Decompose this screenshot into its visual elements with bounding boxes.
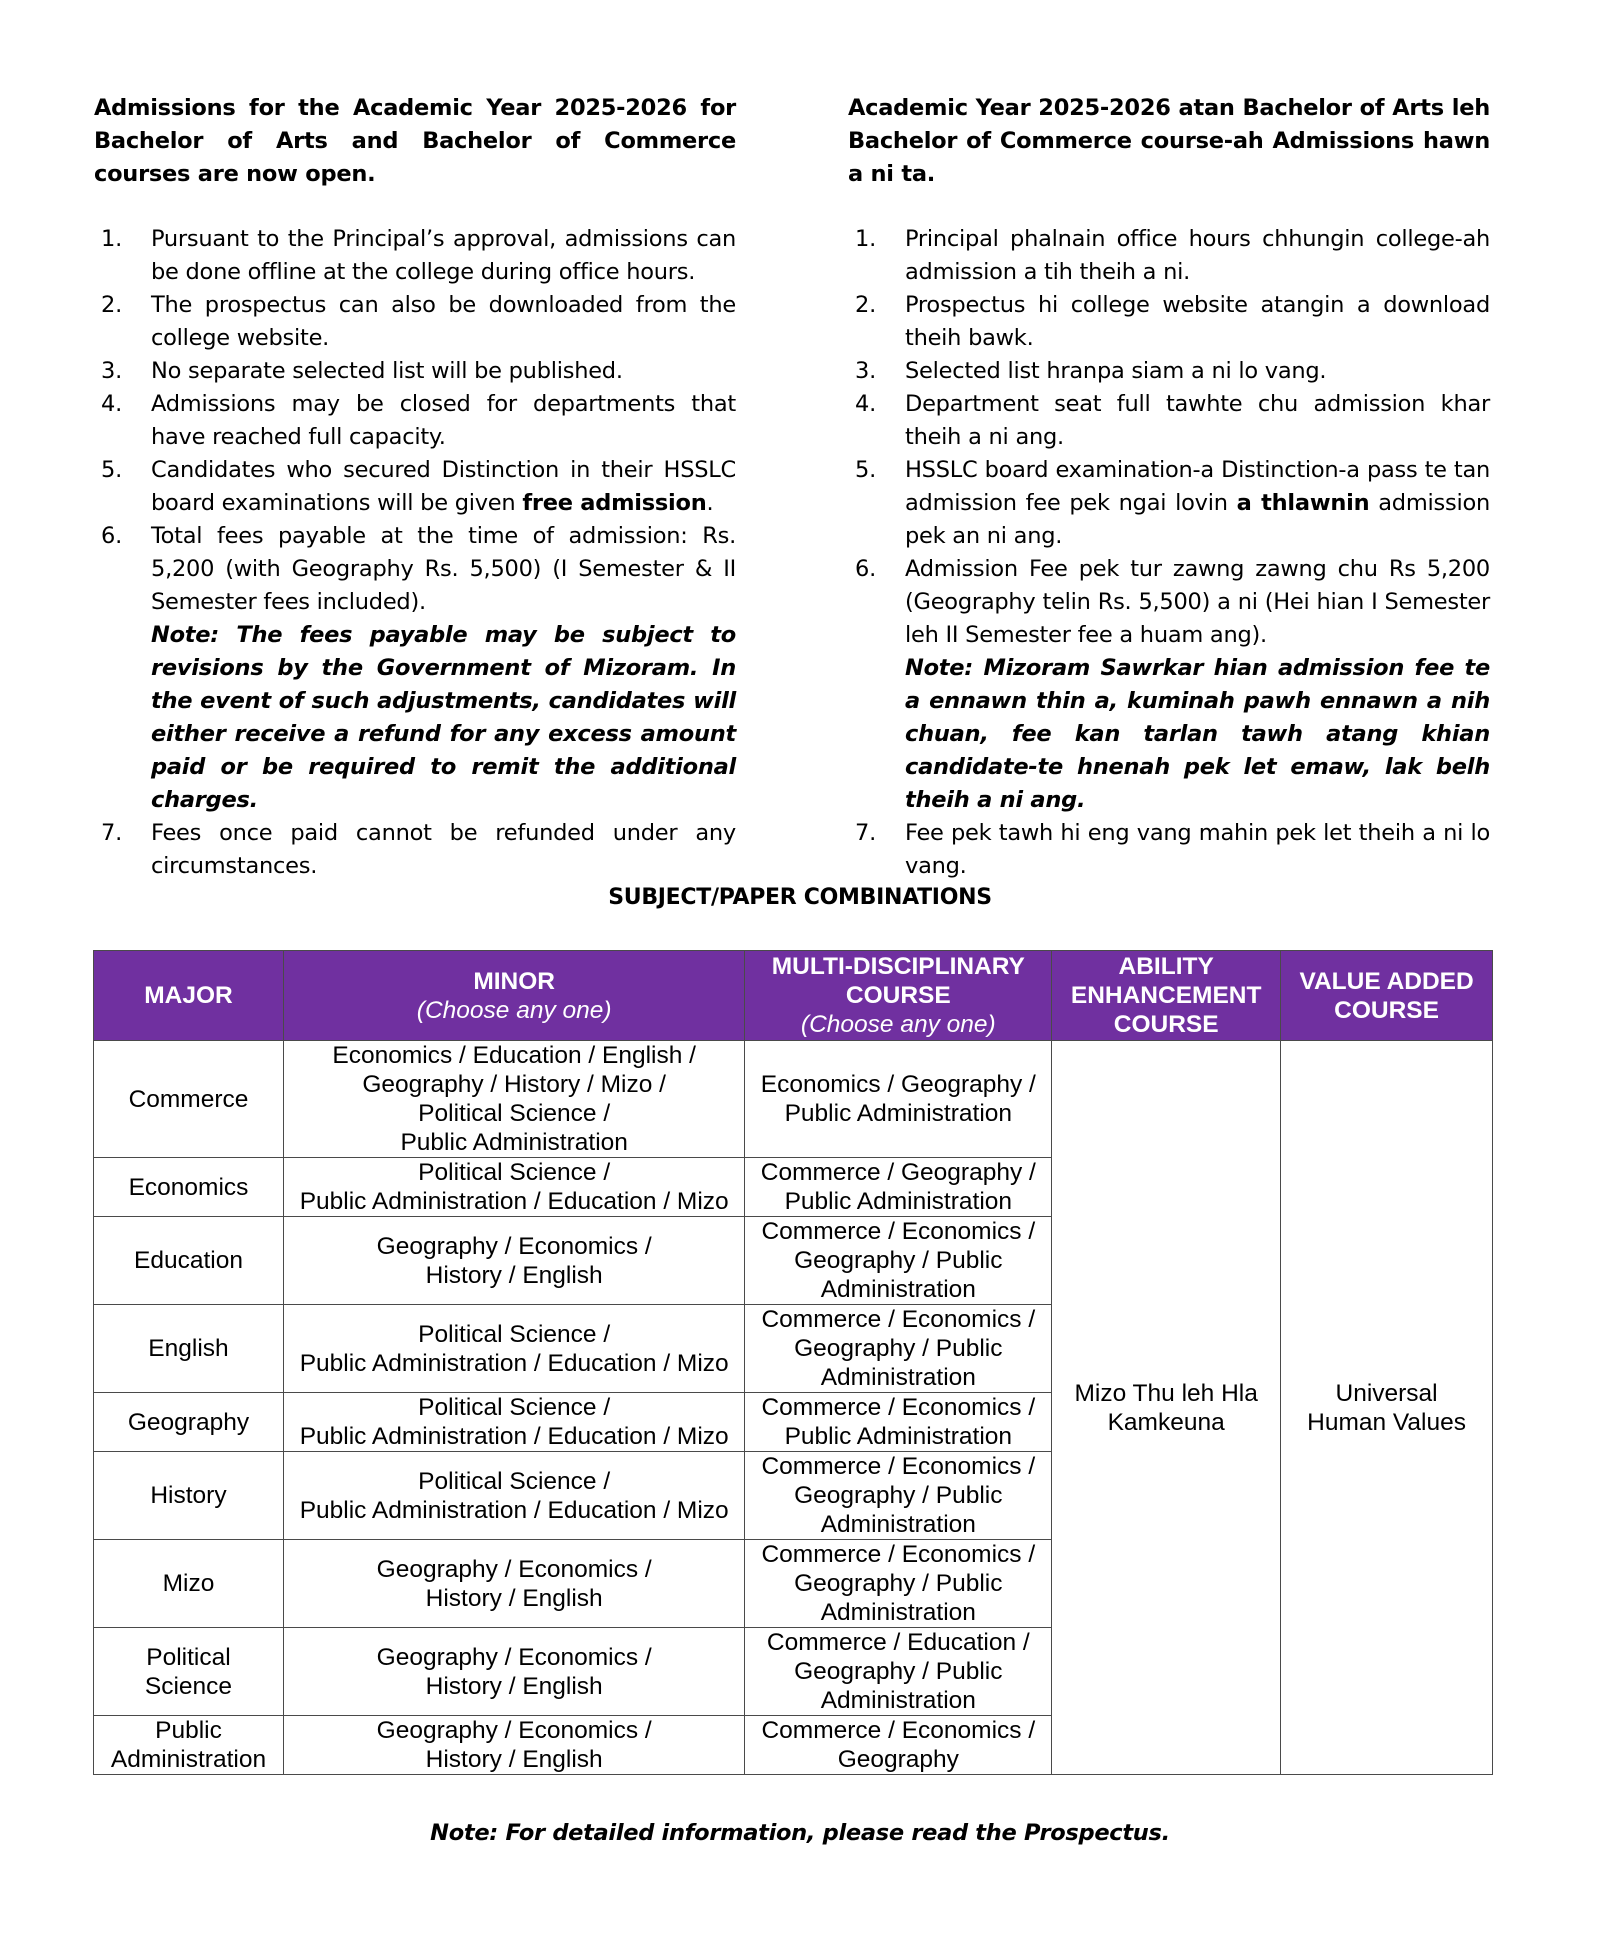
list-item xyxy=(94,223,736,289)
cell-line: Kamkeuna xyxy=(1107,1408,1225,1436)
major-cell xyxy=(94,1217,284,1305)
cell-line: Geography / Public xyxy=(794,1570,1003,1597)
cell-line: Public xyxy=(155,1717,222,1744)
item-number: 4. xyxy=(101,391,122,417)
item-number: 7. xyxy=(855,820,876,846)
cell-line: Commerce xyxy=(128,1085,249,1113)
cell-line: Public Administration / Education / Mizo xyxy=(299,1349,729,1377)
cell-line: History xyxy=(150,1482,227,1509)
minor-cell xyxy=(283,1540,744,1628)
cell-line: Human Values xyxy=(1307,1408,1467,1436)
multi-disciplinary-cell xyxy=(745,1452,1052,1540)
cell-line: Commerce / Economics / xyxy=(761,1717,1036,1744)
minor-cell xyxy=(283,1041,744,1158)
header-label: MULTI-DISCIPLINARY xyxy=(771,953,1025,980)
list-item xyxy=(848,388,1490,454)
cell-line: Political Science / xyxy=(418,1159,611,1186)
cell-line: Political Science / xyxy=(418,1320,611,1348)
list-item xyxy=(94,289,736,355)
cell-line: History / English xyxy=(425,1672,603,1700)
major-cell xyxy=(94,1716,284,1775)
item-text: Selected list hranpa siam a ni lo vang. xyxy=(905,358,1327,384)
list-item xyxy=(94,388,736,454)
cell-line: Public Administration / Education / Mizo xyxy=(299,1188,729,1215)
item-text-part: admission pek an ni ang. xyxy=(905,490,1490,549)
cell-line: Administration xyxy=(820,1511,976,1538)
cell-line: Commerce / Education / xyxy=(766,1629,1030,1656)
item-text-part: . xyxy=(706,490,714,516)
cell-line: English xyxy=(148,1335,229,1362)
major-cell xyxy=(94,1158,284,1217)
cell-line: Mizo Thu leh Hla xyxy=(1074,1379,1258,1407)
item-number: 5. xyxy=(101,457,122,483)
item-text: The prospectus can also be downloaded from the college website. xyxy=(151,292,736,351)
multi-disciplinary-cell xyxy=(745,1217,1052,1305)
cell-line: Public Administration / Education / Mizo xyxy=(299,1496,729,1524)
list-item xyxy=(848,289,1490,355)
cell-line: Science xyxy=(144,1672,233,1700)
header-label: ABILITY xyxy=(1118,953,1214,980)
free-admission-emphasis: free admission xyxy=(522,490,707,516)
header-subtitle: (Choose any one) xyxy=(416,996,612,1024)
cell-line: Commerce / Geography / xyxy=(760,1159,1036,1186)
mizo-list xyxy=(848,223,1490,883)
cell-line: Mizo xyxy=(162,1570,215,1597)
cell-line: Political Science / xyxy=(418,1394,611,1421)
cell-line: Geography / Public xyxy=(794,1658,1003,1685)
major-cell xyxy=(94,1628,284,1716)
cell-line: Geography / Public xyxy=(794,1247,1003,1274)
minor-cell xyxy=(283,1393,744,1452)
item-number: 6. xyxy=(101,523,122,549)
header-label: MAJOR xyxy=(144,982,233,1009)
footer-note: Note: For detailed information, please read the Prospectus. xyxy=(430,1820,1170,1846)
item-text: Pursuant to the Principal’s approval, admissions can be done offline at the college during office hours. xyxy=(151,226,736,285)
item-number: 7. xyxy=(101,820,122,846)
table-title: SUBJECT/PAPER COMBINATIONS xyxy=(608,885,992,910)
minor-cell xyxy=(283,1217,744,1305)
item-text-part: HSSLC board examination-a Distinction-a pass te tan admission fee pek ngai lovin xyxy=(905,457,1490,516)
item-number: 2. xyxy=(101,292,122,318)
multi-disciplinary-cell xyxy=(745,1305,1052,1393)
item-text: Admissions may be closed for departments that have reached full capacity. xyxy=(151,391,736,450)
list-item xyxy=(848,553,1490,817)
item-number: 4. xyxy=(855,391,876,417)
major-cell xyxy=(94,1452,284,1540)
item-text-part: Candidates who secured Distinction in their HSSLC board examinations will be given xyxy=(151,457,736,516)
item-number: 2. xyxy=(855,292,876,318)
list-item xyxy=(94,520,736,817)
multi-disciplinary-header xyxy=(745,951,1052,1041)
cell-line: Geography / Economics / xyxy=(376,1643,652,1671)
multi-disciplinary-cell xyxy=(745,1393,1052,1452)
item-number: 3. xyxy=(855,358,876,384)
multi-disciplinary-cell xyxy=(745,1716,1052,1775)
cell-line: Public Administration / Education / Mizo xyxy=(299,1423,729,1450)
cell-line: Education xyxy=(133,1247,243,1274)
cell-line: History / English xyxy=(425,1261,603,1289)
item-text: No separate selected list will be published. xyxy=(151,358,623,384)
multi-disciplinary-cell xyxy=(745,1540,1052,1628)
value-added-header xyxy=(1281,951,1493,1041)
table-row xyxy=(94,1041,1493,1158)
item-text xyxy=(905,454,1490,553)
major-cell xyxy=(94,1305,284,1393)
minor-header xyxy=(283,951,744,1041)
minor-cell xyxy=(283,1628,744,1716)
cell-line: Commerce / Economics / xyxy=(761,1453,1036,1480)
cell-line: Administration xyxy=(820,1364,976,1391)
list-item xyxy=(94,355,736,388)
cell-line: History / English xyxy=(425,1584,603,1612)
cell-line: Economics / Education / English / xyxy=(332,1042,696,1069)
header-label: VALUE ADDED xyxy=(1299,967,1474,995)
major-cell xyxy=(94,1393,284,1452)
item-text: Principal phalnain office hours chhungin college-ah admission a tih theih a ni. xyxy=(905,226,1490,285)
item-text: Fee pek tawh hi eng vang mahin pek let theih a ni lo vang. xyxy=(905,820,1490,879)
header-label: ENHANCEMENT xyxy=(1070,982,1262,1009)
minor-cell xyxy=(283,1158,744,1217)
item-number: 1. xyxy=(101,226,122,252)
subject-combinations-table xyxy=(93,950,1493,1775)
item-number: 3. xyxy=(101,358,122,384)
cell-line: Geography / History / Mizo / xyxy=(362,1071,666,1098)
list-item xyxy=(848,817,1490,883)
english-list xyxy=(94,223,736,883)
mizo-notice xyxy=(848,92,1490,883)
multi-disciplinary-cell xyxy=(745,1158,1052,1217)
header-label: COURSE xyxy=(1334,996,1439,1024)
value-added-cell xyxy=(1281,1041,1493,1775)
list-item xyxy=(94,817,736,883)
item-number: 6. xyxy=(855,556,876,582)
minor-cell xyxy=(283,1305,744,1393)
cell-line: Geography xyxy=(837,1746,959,1773)
list-item xyxy=(94,454,736,520)
item-text: Total fees payable at the time of admission: Rs. 5,200 (with Geography Rs. 5,500) (I Semester & II Semester fees included). xyxy=(151,523,736,615)
minor-cell xyxy=(283,1716,744,1775)
major-cell xyxy=(94,1540,284,1628)
cell-line: Economics xyxy=(128,1173,249,1201)
cell-line: Universal xyxy=(1335,1379,1438,1407)
cell-line: Administration xyxy=(820,1599,976,1626)
cell-line: Public Administration xyxy=(784,1100,1013,1127)
ability-enhancement-header xyxy=(1052,951,1281,1041)
major-cell xyxy=(94,1041,284,1158)
cell-line: Political xyxy=(146,1643,231,1671)
cell-line: Public Administration xyxy=(784,1188,1013,1215)
cell-line: Public Administration xyxy=(400,1129,628,1156)
item-text: Admission Fee pek tur zawng zawng chu Rs 5,200 (Geography telin Rs. 5,500) a ni (Hei hian I Semester leh II Semester fee a huam ang). xyxy=(905,556,1490,648)
item-text: Department seat full tawhte chu admission khar theih a ni ang. xyxy=(905,391,1490,450)
cell-line: Commerce / Economics / xyxy=(761,1306,1036,1333)
list-item xyxy=(848,454,1490,553)
cell-line: Commerce / Economics / xyxy=(761,1394,1036,1421)
minor-cell xyxy=(283,1452,744,1540)
cell-line: Commerce / Economics / xyxy=(761,1541,1036,1568)
item-text xyxy=(151,454,736,520)
english-heading: Admissions for the Academic Year 2025-2026 for Bachelor of Arts and Bachelor of Commerce courses are now open. xyxy=(94,95,736,187)
list-item xyxy=(848,223,1490,289)
fee-revision-note: Note: Mizoram Sawrkar hian admission fee te a ennawn thin a, kuminah pawh ennawn a nih chuan, fee kan tarlan tawh atang khian candidate-te hnenah pek let emaw, lak belh theih a ni ang. xyxy=(905,655,1490,813)
header-subtitle: (Choose any one) xyxy=(800,1011,996,1038)
fee-revision-note: Note: The fees payable may be subject to revisions by the Government of Mizoram. In the event of such adjustments, candidates will either receive a refund for any excess amount paid or be required to remit the additional charges. xyxy=(151,622,736,813)
free-admission-emphasis: a thlawnin xyxy=(1236,490,1370,516)
list-item xyxy=(848,355,1490,388)
cell-line: Administration xyxy=(110,1746,267,1773)
cell-line: History / English xyxy=(425,1746,603,1773)
header-label: COURSE xyxy=(845,982,951,1009)
multi-disciplinary-cell xyxy=(745,1628,1052,1716)
cell-line: Administration xyxy=(820,1687,976,1714)
item-number: 1. xyxy=(855,226,876,252)
item-text: Prospectus hi college website atangin a download theih bawk. xyxy=(905,292,1490,351)
cell-line: Geography / Economics / xyxy=(376,1555,652,1583)
cell-line: Economics / Geography / xyxy=(760,1071,1036,1098)
multi-disciplinary-cell xyxy=(745,1041,1052,1158)
cell-line: Geography / Public xyxy=(794,1335,1003,1362)
cell-line: Public Administration xyxy=(784,1423,1013,1450)
cell-line: Commerce / Economics / xyxy=(761,1218,1036,1245)
header-label: COURSE xyxy=(1113,1011,1219,1038)
item-text: Fees once paid cannot be refunded under any circumstances. xyxy=(151,820,736,879)
cell-line: Geography xyxy=(127,1408,250,1436)
cell-line: Geography / Public xyxy=(794,1482,1003,1509)
cell-line: Political Science / xyxy=(418,1100,611,1127)
table-body xyxy=(94,1041,1493,1775)
cell-line: Administration xyxy=(820,1276,976,1303)
ability-enhancement-cell xyxy=(1052,1041,1281,1775)
cell-line: Geography / Economics / xyxy=(376,1717,652,1744)
item-number: 5. xyxy=(855,457,876,483)
table-header-row xyxy=(94,951,1493,1041)
english-notice xyxy=(94,92,736,883)
cell-line: Political Science / xyxy=(418,1467,611,1495)
mizo-heading: Academic Year 2025-2026 atan Bachelor of Arts leh Bachelor of Commerce course-ah Admissions hawn a ni ta. xyxy=(848,95,1490,187)
major-header xyxy=(94,951,284,1041)
header-label: MINOR xyxy=(473,967,556,995)
cell-line: Geography / Economics / xyxy=(376,1232,652,1260)
